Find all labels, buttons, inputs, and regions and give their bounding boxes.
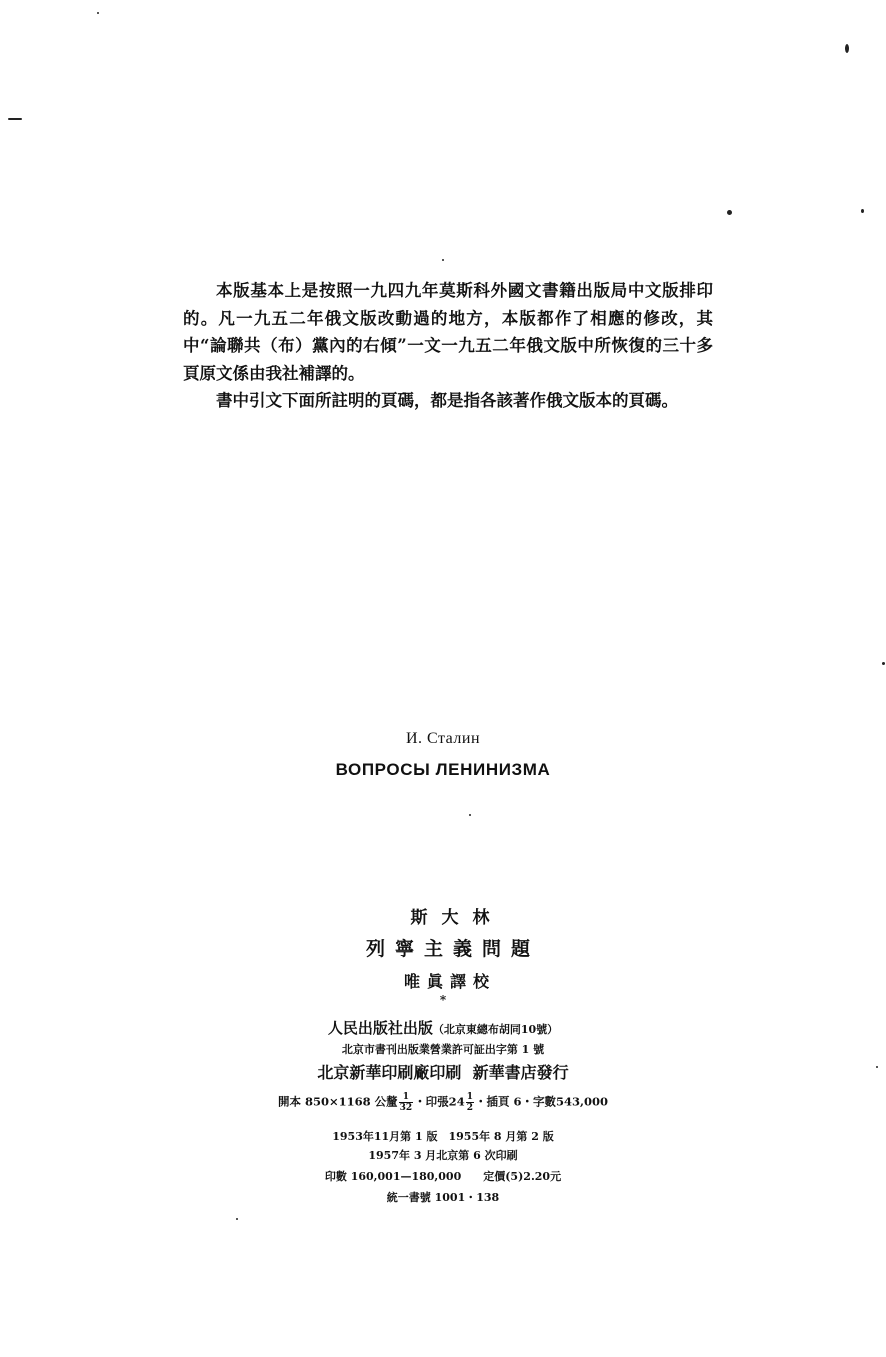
specs-suffix: ・插頁 6・字數543,000	[474, 1094, 608, 1109]
chinese-author: 斯大林	[410, 908, 504, 928]
scan-speck	[727, 210, 732, 215]
fraction-numerator: 1	[466, 1092, 473, 1102]
sheets-fraction	[466, 1092, 474, 1113]
fraction-denominator: 2	[466, 1103, 473, 1113]
scan-speck	[442, 259, 444, 261]
chinese-title: 列寧主義問題	[365, 938, 540, 960]
scan-speck	[469, 814, 471, 816]
scan-speck	[8, 118, 22, 120]
scan-speck	[882, 662, 885, 665]
edition-history: 1953年11月第 1 版 1955年 8 月第 2 版	[332, 1130, 554, 1143]
scan-speck	[876, 1066, 878, 1068]
preface-paragraph: 本版基本上是按照一九四九年莫斯科外國文書籍出版局中文版排印的。凡一九五二年俄文版改動過的地方，本版都作了相應的修改，其中“論聯共（布）黨內的右傾”一文一九五二年俄文版中所恢復的三十多頁原文係由我社補譯的。	[183, 281, 713, 383]
distributor-name: 新華書店發行	[472, 1063, 569, 1082]
scan-speck	[861, 209, 864, 213]
scan-speck	[97, 12, 99, 14]
specs-mid: ・印張24	[414, 1094, 465, 1109]
publisher-address: （北京東總布胡同10號）	[432, 1023, 559, 1036]
specs-prefix: 開本 850×1168 公釐	[278, 1094, 398, 1109]
russian-title: ВОПРОСЫ ЛЕНИНИЗМА	[335, 760, 551, 779]
format-fraction	[399, 1092, 414, 1113]
publisher-name: 人民出版社出版	[327, 1019, 433, 1037]
russian-author: И. Сталин	[405, 730, 481, 747]
fraction-denominator: 32	[399, 1103, 413, 1113]
preface-paragraph: 書中引文下面所註明的頁碼，都是指各該著作俄文版本的頁碼。	[216, 391, 678, 410]
license-line: 北京市書刊出版業營業許可証出字第 1 號	[341, 1043, 545, 1056]
fraction-numerator: 1	[399, 1092, 414, 1103]
book-number: 統一書號 1001・138	[386, 1191, 500, 1204]
format-specs	[0, 1092, 886, 1113]
separator-star: *	[439, 993, 447, 1007]
translator-credit: 唯眞譯校	[403, 972, 496, 991]
publisher-line	[0, 1017, 886, 1038]
scan-speck	[845, 44, 849, 53]
preface-note	[183, 277, 713, 415]
printing-history: 1957年 3 月北京第 6 次印刷	[368, 1149, 518, 1162]
printer-name: 北京新華印刷廠印刷	[317, 1063, 462, 1082]
print-run-price: 印數 160,001—180,000 定價(5)2.20元	[324, 1170, 562, 1183]
scan-speck	[236, 1218, 238, 1220]
printer-line	[0, 1060, 886, 1083]
